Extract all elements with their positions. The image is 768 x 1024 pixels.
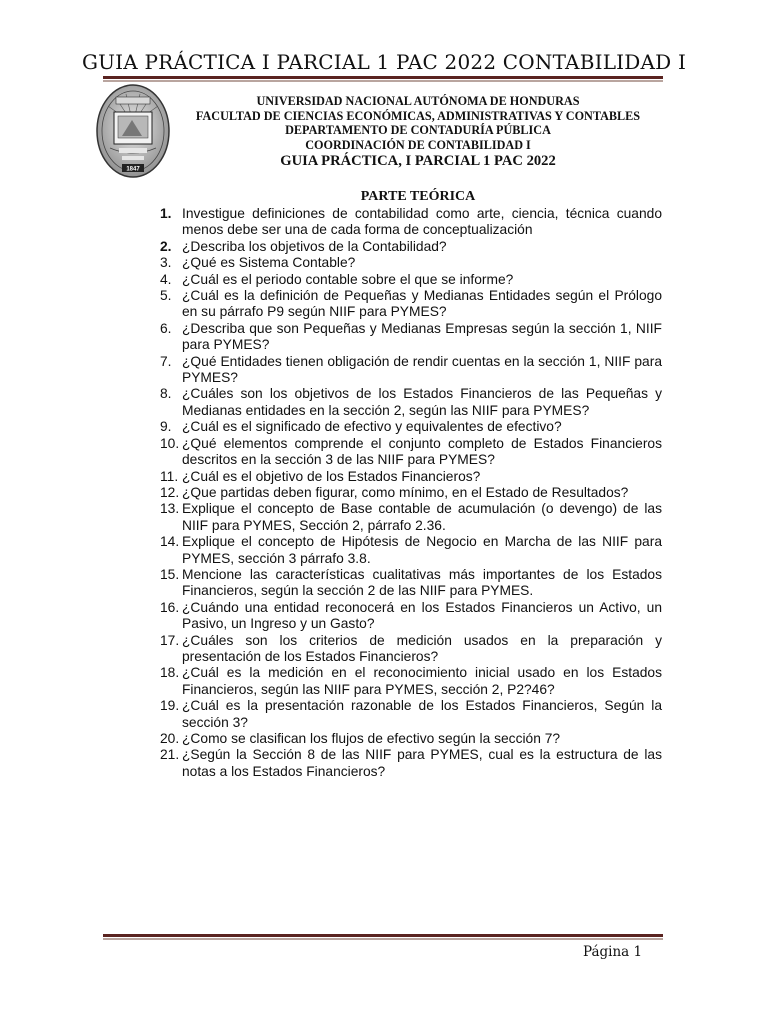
question-item (160, 485, 662, 501)
question-number: 11. (160, 468, 179, 484)
question-text: ¿Cuál es la presentación razonable de los Estados Financieros, Según la sección 3? (182, 698, 662, 730)
question-number: 9. (160, 419, 172, 435)
question-item (160, 255, 662, 271)
department-name: DEPARTAMENTO DE CONTADURÍA PÚBLICA (285, 123, 551, 138)
question-text: ¿Que partidas deben figurar, como mínimo, en el Estado de Resultados? (182, 484, 629, 500)
question-number: 8. (160, 386, 172, 402)
question-text: ¿Qué es Sistema Contable? (182, 255, 356, 271)
question-text: ¿Cuál es el periodo contable sobre el que se informe? (182, 271, 514, 287)
question-item (160, 354, 662, 387)
question-text: Mencione las características cualitativas más importantes de los Estados Financieros, según la sección 2 de las NIIF para PYMES. (182, 566, 662, 599)
question-item (160, 436, 662, 469)
question-item (160, 600, 662, 633)
question-item (160, 665, 662, 698)
question-number: 18. (160, 665, 180, 681)
question-number: 7. (160, 353, 172, 369)
page-header-title: GUIA PRÁCTICA I PARCIAL 1 PAC 2022 CONTABILIDAD I (81, 50, 687, 74)
question-number: 10. (160, 435, 180, 451)
question-text: ¿Cuál es la definición de Pequeñas y Medianas Entidades según el Prólogo en su párrafo P9 según NIIF para PYMES? (182, 288, 662, 320)
question-item (160, 534, 662, 567)
question-number: 6. (160, 320, 172, 336)
question-text: ¿Cuál es el significado de efectivo y equivalentes de efectivo? (182, 419, 562, 435)
question-text: ¿Qué Entidades tienen obligación de rendir cuentas en la sección 1, NIIF para PYMES? (182, 353, 662, 386)
question-item (160, 206, 662, 239)
university-name: UNIVERSIDAD NACIONAL AUTÓNOMA DE HONDURAS (256, 94, 580, 108)
question-item (160, 501, 662, 534)
university-seal-icon (96, 84, 170, 178)
question-number: 13. (160, 501, 180, 517)
question-number: 20. (160, 731, 180, 746)
question-number: 15. (160, 566, 180, 582)
question-item (160, 469, 662, 485)
question-text: Explique el concepto de Base contable de acumulación (o devengo) de las NIIF para PYMES, Sección 2, párrafo 2.36. (182, 501, 662, 533)
question-text: ¿Qué elementos comprende el conjunto completo de Estados Financieros descritos en la sección 3 de las NIIF para PYMES? (182, 435, 662, 468)
question-text: ¿Cuáles son los criterios de medición usados en la preparación y presentación de los Estados Financieros? (182, 632, 662, 664)
question-number: 1. (160, 206, 172, 221)
header-rule (103, 76, 663, 82)
question-item (160, 288, 662, 321)
question-number: 12. (160, 484, 180, 500)
question-item (160, 272, 662, 288)
question-text: Explique el concepto de Hipótesis de Negocio en Marcha de las NIIF para PYMES, sección 3 párrafo 3.8. (182, 534, 662, 566)
question-number: 4. (160, 271, 172, 287)
question-number: 14. (160, 534, 180, 550)
question-list (160, 206, 662, 780)
question-item (160, 698, 662, 731)
seal-year: 1847 (126, 166, 140, 173)
question-text: ¿Cuál es la medición en el reconocimiento inicial usado en los Estados Financieros, según las NIIF para PYMES, sección 2, P2?46? (182, 665, 662, 697)
question-number: 5. (160, 288, 172, 304)
part-title: PARTE TEÓRICA (360, 189, 476, 204)
question-item (160, 386, 662, 419)
coordination-name: COORDINACIÓN DE CONTABILIDAD I (305, 137, 531, 152)
question-number: 16. (160, 599, 180, 615)
question-text: ¿Cuál es el objetivo de los Estados Financieros? (182, 468, 481, 484)
question-number: 21. (160, 747, 180, 763)
question-number: 2. (160, 238, 172, 254)
question-text: ¿Cuándo una entidad reconocerá en los Estados Financieros un Activo, un Pasivo, un Ingreso y un Gasto? (182, 599, 662, 632)
guide-title: GUIA PRÁCTICA, I PARCIAL 1 PAC 2022 (280, 153, 556, 170)
institution-block (170, 94, 666, 171)
question-text: ¿Describa los objetivos de la Contabilidad? (182, 238, 447, 254)
question-text: Investigue definiciones de contabilidad como arte, ciencia, técnica cuando menos debe ser una de cada forma de conceptualización (182, 206, 662, 238)
question-item (160, 747, 662, 780)
question-number: 3. (160, 255, 172, 271)
footer-rule (103, 934, 663, 940)
question-text: ¿Describa que son Pequeñas y Medianas Empresas según la sección 1, NIIF para PYMES? (182, 320, 662, 353)
page-number: Página 1 (583, 944, 643, 960)
question-item (160, 239, 662, 255)
question-item (160, 419, 662, 435)
question-item (160, 321, 662, 354)
question-number: 19. (160, 698, 180, 714)
question-item (160, 567, 662, 600)
question-number: 17. (160, 632, 180, 648)
question-text: ¿Como se clasifican los flujos de efectivo según la sección 7? (182, 731, 561, 746)
question-text: ¿Cuáles son los objetivos de los Estados Financieros de las Pequeñas y Medianas entidades en la sección 2, según las NIIF para PYMES? (182, 386, 662, 418)
question-item (160, 731, 662, 747)
question-text: ¿Según la Sección 8 de las NIIF para PYMES, cual es la estructura de las notas a los Estados Financieros? (182, 747, 662, 779)
question-item (160, 633, 662, 666)
faculty-name: FACULTAD DE CIENCIAS ECONÓMICAS, ADMINISTRATIVAS Y CONTABLES (195, 108, 641, 123)
